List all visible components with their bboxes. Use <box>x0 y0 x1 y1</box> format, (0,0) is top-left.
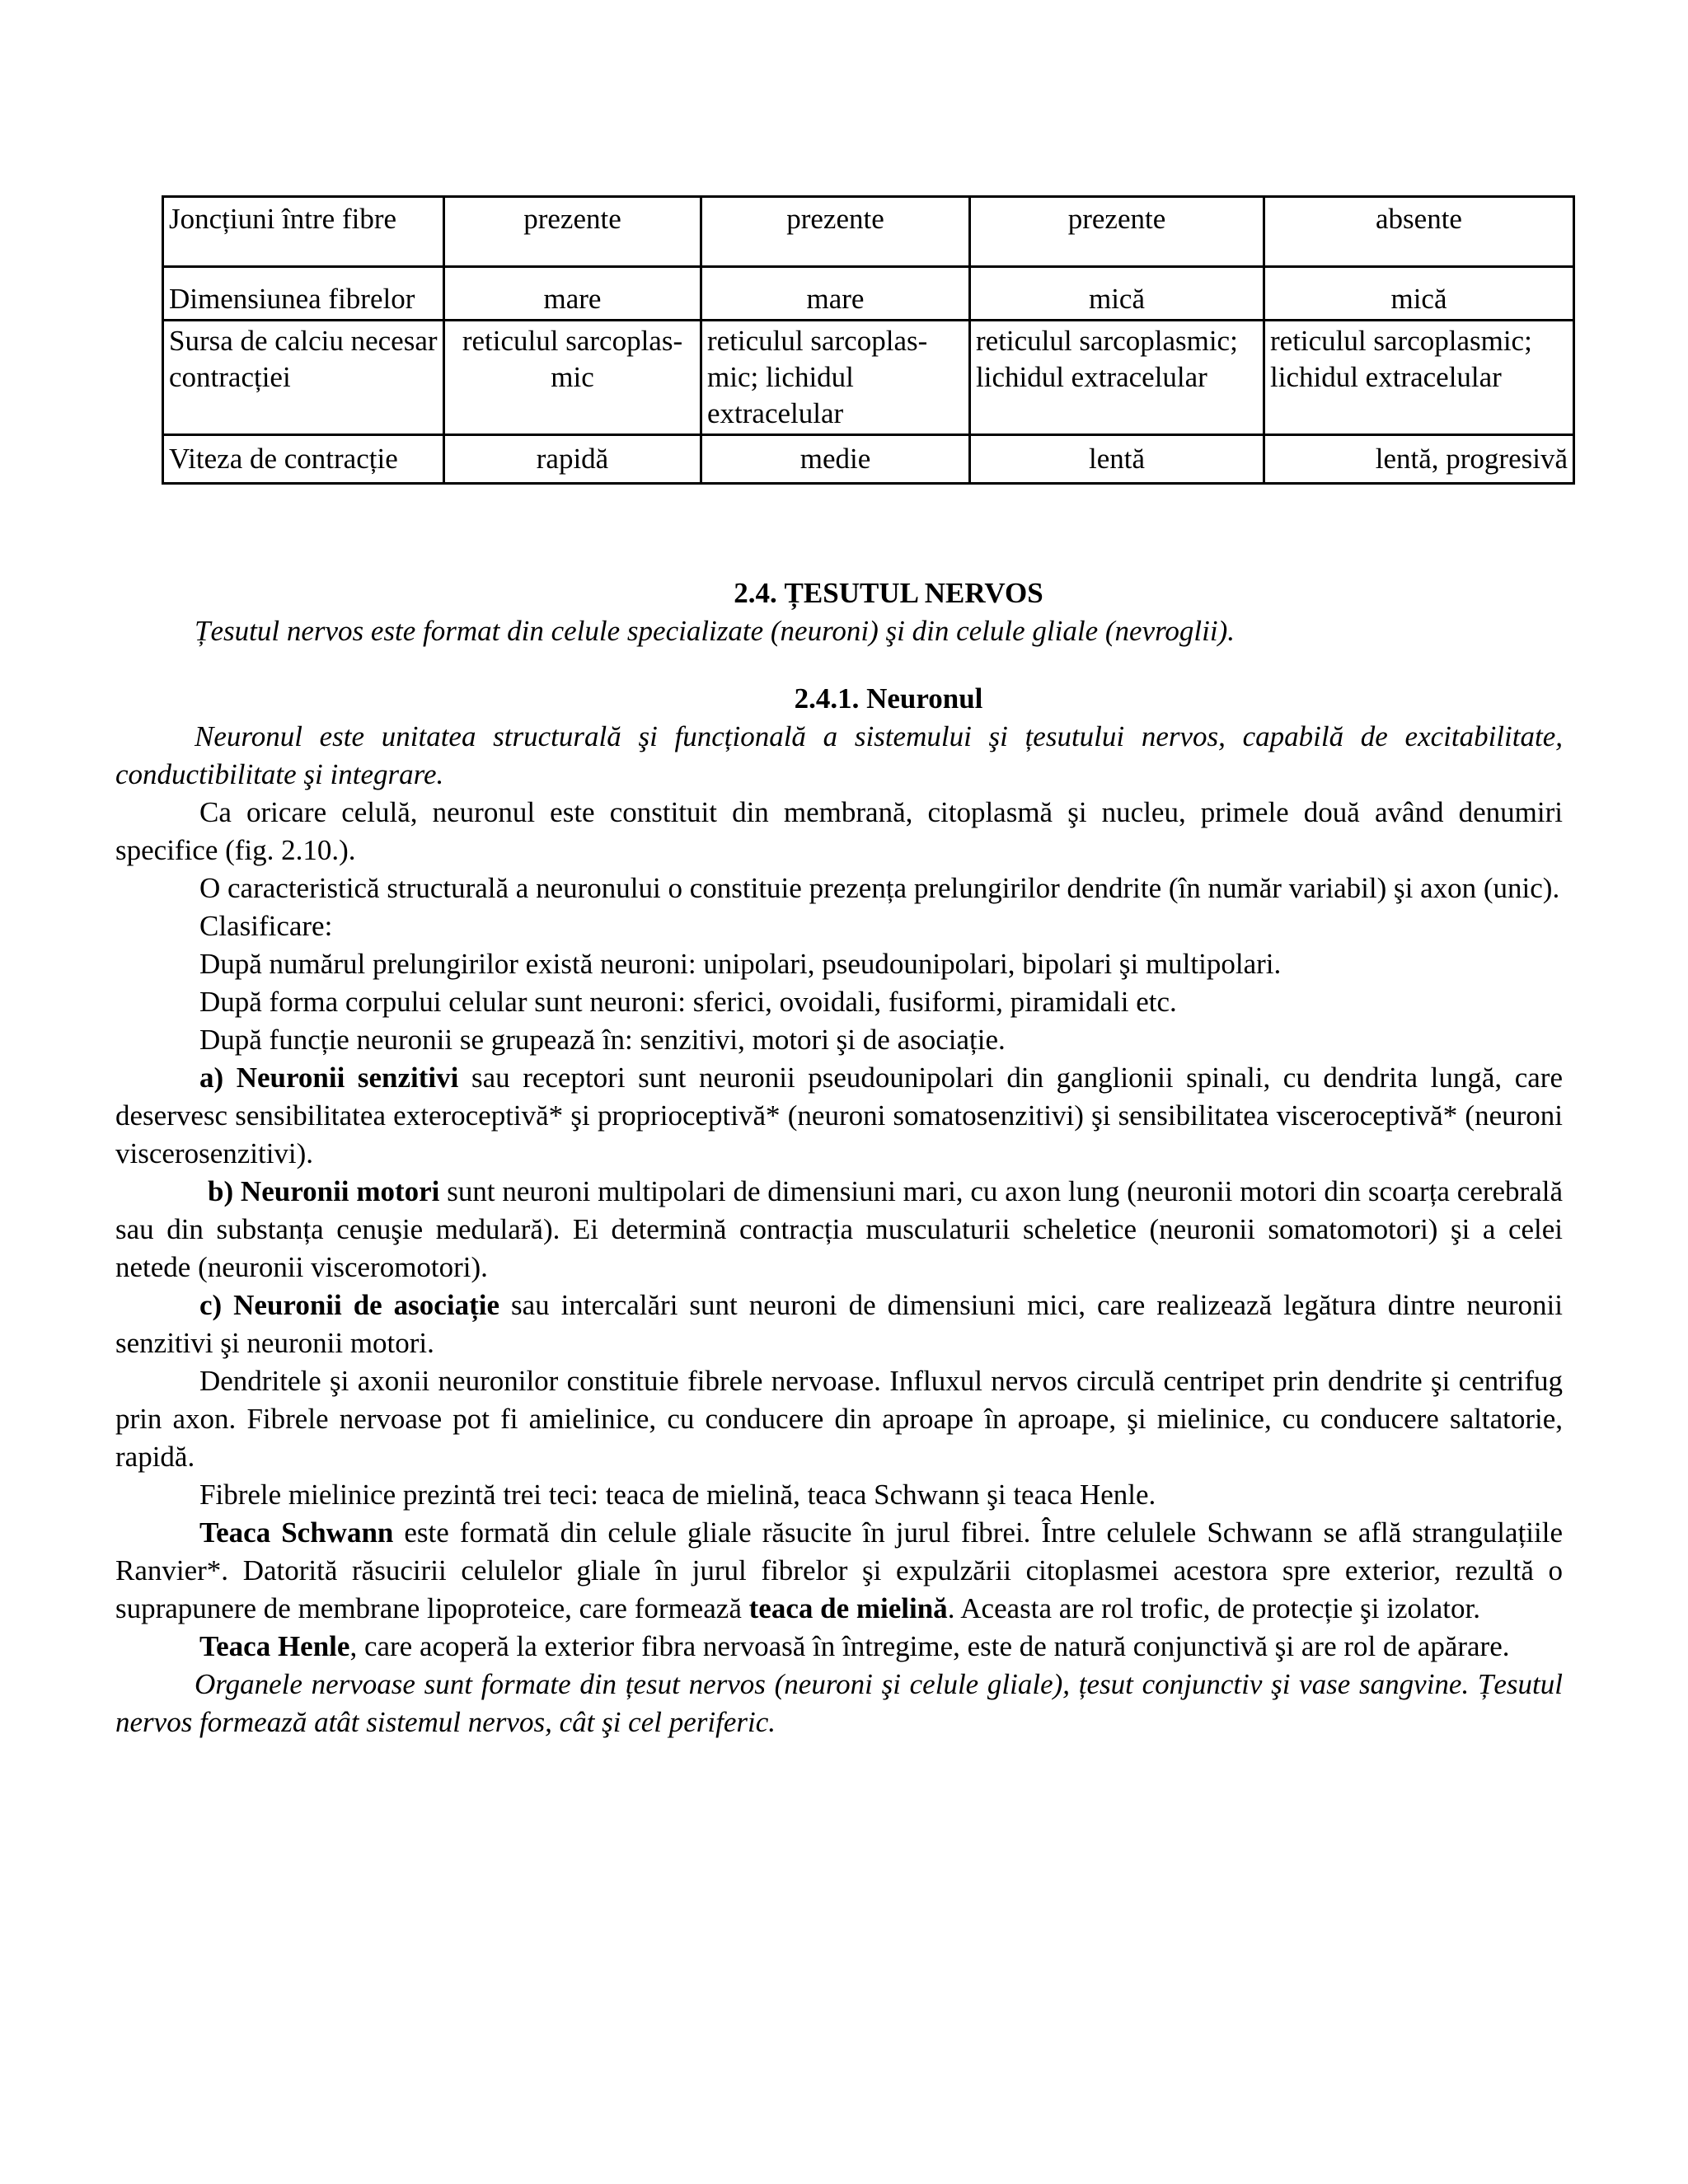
paragraph-text: , care acoperă la exterior fibra nervoasă în întregime, este de natură conjunctivă şi are rol de apărare. <box>349 1630 1510 1662</box>
bold-term: Teaca Schwann <box>199 1516 394 1549</box>
comparison-table-wrapper <box>162 195 1573 485</box>
document-body <box>115 574 1563 1741</box>
paragraph-text: este formată din celule gliale răsucite în jurul fibrei. Între celulele Schwann se află strangulațiile Ranvier*. Datorită răsucirii celulelor gliale în jurul fibrelor şi expulzării citoplasmei acestora spre exterior, rezultă o suprapunere de membrane lipoproteice, care formează <box>115 1516 1564 1624</box>
table-row <box>163 321 1574 435</box>
paragraph: O caracteristică structurală a neuronului o constituie prezența prelungirilor dendrite (în număr variabil) şi axon (unic). <box>199 872 1560 904</box>
section-title: 2.4. ȚESUTUL NERVOS <box>734 577 1043 609</box>
bold-term: a) Neuronii senzitivi <box>199 1062 459 1094</box>
paragraph: După numărul prelungirilor există neuroni: unipolari, pseudounipolari, bipolari şi multipolari. <box>199 948 1282 980</box>
table-cell: prezente <box>970 197 1264 267</box>
paragraph-text: sau receptori sunt neuronii pseudounipolari din ganglionii spinali, cu dendrita lungă, care deservesc sensibilitatea exteroceptivă* şi proprioceptivă* (neuroni somatosenzitivi) şi sensibilitatea visceroceptivă* (neuroni viscerosenzitivi). <box>115 1062 1564 1169</box>
bold-term: teaca de mielină <box>748 1592 948 1624</box>
muscle-comparison-table <box>162 195 1575 485</box>
paragraph <box>115 1514 1563 1628</box>
table-cell: reticulul sarcoplasmic; lichidul extracelular <box>970 321 1264 435</box>
paragraph: Fibrele mielinice prezintă trei teci: teaca de mielină, teaca Schwann şi teaca Henle. <box>199 1479 1156 1511</box>
spacer <box>115 650 1563 680</box>
table-cell: reticulul sarcoplasmic; lichidul extracelular <box>1264 321 1574 435</box>
table-cell: rapidă <box>444 435 701 484</box>
table-cell: mică <box>1264 267 1574 321</box>
paragraph: Organele nervoase sunt formate din țesut nervos (neuroni şi celule gliale), țesut conjunctiv şi vase sangvine. Țesutul nervos formează atât sistemul nervos, cât şi cel periferic. <box>115 1668 1563 1738</box>
table-cell: mare <box>444 267 701 321</box>
table-cell: Sursa de calciu necesar contracției <box>163 321 444 435</box>
table-row <box>163 435 1574 484</box>
paragraph <box>115 1059 1563 1173</box>
table-cell: Dimensiunea fibrelor <box>163 267 444 321</box>
subsection-definition: Neuronul este unitatea structurală şi funcțională a sistemului şi țesutului nervos, capabilă de excitabilitate, conductibilitate şi integrare. <box>115 720 1563 790</box>
table-cell: mică <box>970 267 1264 321</box>
paragraph: Dendritele şi axonii neuronilor constituie fibrele nervoase. Influxul nervos circulă centripet prin dendrite şi centrifug prin axon. Fibrele nervoase pot fi amielinice, cu conducere din aproape în aproape, şi mielinice, cu conducere saltatorie, rapidă. <box>115 1365 1563 1473</box>
table-cell: prezente <box>444 197 701 267</box>
subsection-title: 2.4.1. Neuronul <box>794 682 983 715</box>
paragraph-text: sunt neuroni multipolari de dimensiuni mari, cu axon lung (neuronii motori din scoarța cerebrală sau din substanța cenuşie medulară). Ei determină contracția musculaturii scheletice (neuronii somatomotori) şi a celei netede (neuronii visceromotori). <box>115 1175 1563 1283</box>
table-cell: mare <box>701 267 970 321</box>
table-row <box>163 197 1574 267</box>
table-cell: reticulul sarcoplas-mic; lichidul extracelular <box>701 321 970 435</box>
bold-term: c) Neuronii de asociație <box>199 1289 499 1321</box>
bold-term: b) Neuronii motori <box>208 1175 440 1207</box>
table-cell: Joncțiuni între fibre <box>163 197 444 267</box>
section-definition: Țesutul nervos este format din celule specializate (neuroni) şi din celule gliale (nevroglii). <box>195 615 1235 647</box>
table-cell: absente <box>1264 197 1574 267</box>
table-cell: prezente <box>701 197 970 267</box>
paragraph: Clasificare: <box>199 910 333 942</box>
bold-term: Teaca Henle <box>199 1630 350 1662</box>
table-cell: Viteza de contracție <box>163 435 444 484</box>
paragraph-text: sau intercalări sunt neuroni de dimensiuni mici, care realizează legătura dintre neuronii senzitivi şi neuronii motori. <box>115 1289 1563 1359</box>
table-cell: medie <box>701 435 970 484</box>
table-cell: lentă <box>970 435 1264 484</box>
paragraph <box>115 1286 1563 1362</box>
paragraph: După forma corpului celular sunt neuroni: sferici, ovoidali, fusiformi, piramidali etc. <box>199 986 1177 1018</box>
paragraph: Ca oricare celulă, neuronul este constituit din membrană, citoplasmă şi nucleu, primele două având denumiri specifice (fig. 2.10.). <box>115 796 1563 866</box>
paragraph-text: . Aceasta are rol trofic, de protecție şi izolator. <box>947 1592 1480 1624</box>
paragraph: După funcție neuronii se grupează în: senzitivi, motori şi de asociație. <box>199 1024 1006 1056</box>
paragraph <box>115 1173 1563 1286</box>
table-row <box>163 267 1574 321</box>
table-cell: lentă, progresivă <box>1264 435 1574 484</box>
table-cell: reticulul sarcoplas-mic <box>444 321 701 435</box>
paragraph <box>115 1628 1563 1666</box>
